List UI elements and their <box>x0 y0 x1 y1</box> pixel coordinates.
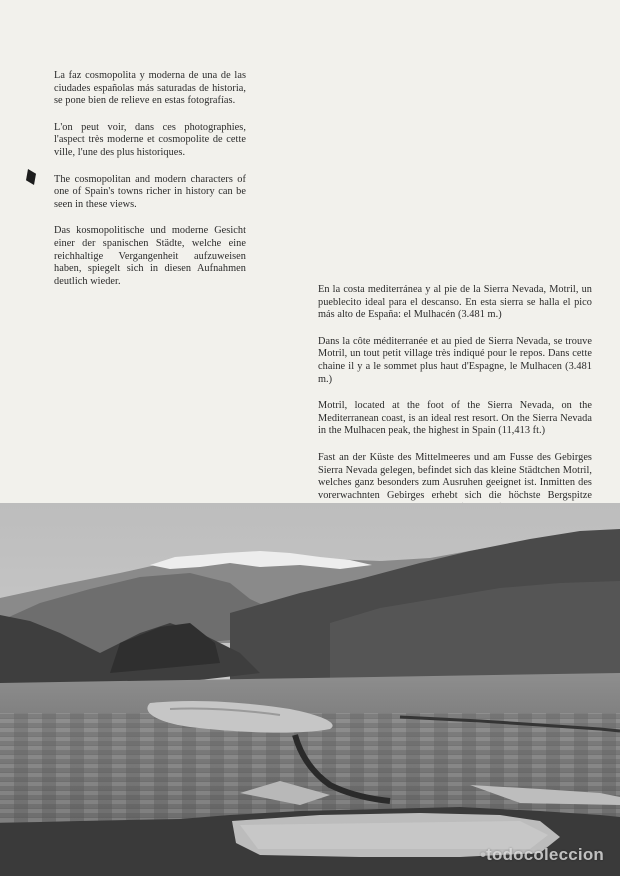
intro-paragraph-english: The cosmopolitan and modern characters of one of Spain's towns richer in history can be seen in these views. <box>54 173 246 210</box>
landscape-photograph <box>0 503 620 876</box>
caption-paragraph-french: Dans la côte méditerranée et au pied de Sierra Nevada, se trouve Motril, un tout petit village très indiqué pour le repos. Dans cette chaine il y a le sommet plus haut d'Espagne, le Mulhacen (3.481 m.) <box>318 335 592 385</box>
intro-text-block <box>54 70 246 302</box>
caption-text-block <box>318 284 592 529</box>
caption-paragraph-spanish: En la costa mediterránea y al pie de la Sierra Nevada, Motril, un pueblecito ideal para el descanso. En esta sierra se halla el pico más alto de España: el Mulhacén (3.481 m.) <box>318 284 592 321</box>
caption-paragraph-german: Fast an der Küste des Mittelmeeres und am Fusse des Gebirges Sierra Nevada gelegen, befindet sich das kleine Städtchen Motril, welches ganz besonders zum Ausruhen geeignet ist. Inmitten des vorerwachnten Gebirges erhebt sich die höchste Bergspitze <box>318 451 592 501</box>
page-fold-mark <box>26 169 36 185</box>
watermark-logo <box>480 845 604 865</box>
intro-paragraph-spanish: La faz cosmopolita y moderna de una de las ciudades españolas más saturadas de historia, se pone bien de relieve en estas fotografías. <box>54 70 246 107</box>
caption-paragraph-english: Motril, located at the foot of the Sierra Nevada, on the Mediterranean coast, is an ideal rest resort. On the Sierra Nevada in the Mulhacen peak, the highest in Spain (11,413 ft.) <box>318 400 592 437</box>
intro-paragraph-german: Das kosmopolitische und moderne Gesicht einer der spanischen Städte, welche eine reichhaltige Vergangenheit aufzuweisen haben, spiegelt sich in diesen Aufnahmen deutlich wieder. <box>54 225 246 287</box>
watermark-text: todocoleccion <box>486 845 604 864</box>
watermark-dot-icon: • <box>480 845 487 864</box>
intro-paragraph-french: L'on peut voir, dans ces photographies, l'aspect très moderne et cosmopolite de cette ville, l'une des plus historiques. <box>54 121 246 158</box>
